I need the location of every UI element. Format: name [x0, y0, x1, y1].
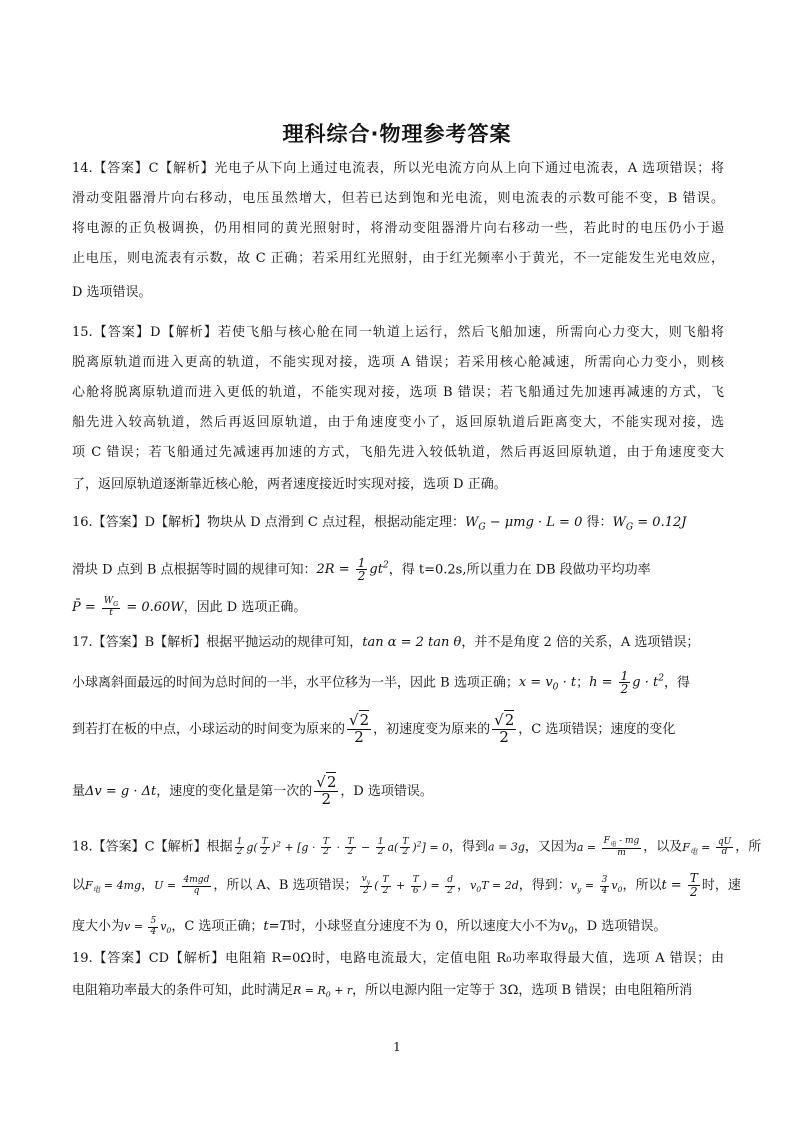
- q17-text-e: 到若打在板的中点，小球运动的时间变为原来的: [72, 722, 346, 737]
- q17-text-b: ，并不是角度 2 倍的关系，A 选项错误；: [461, 635, 700, 650]
- q18-eq-v: v = $\frac{5}{4}$ $v_0$: [124, 916, 172, 937]
- q18-line-1: [72, 826, 762, 862]
- q16-eq-power: P̄ = $\frac{W_G}{t}$ = 0.60W: [72, 595, 184, 618]
- q18-text-e: ，所: [735, 839, 762, 855]
- q17-line-4: [72, 770, 724, 814]
- q15-line-5: 项 C 错误；若飞船通过先减速再加速的方式，飞船先进入较低轨道，然后再返回原轨道，由于角速度变大: [72, 445, 724, 460]
- q17-eq-dv: Δv = g · Δt: [85, 784, 157, 799]
- q18-text-f: 以: [72, 878, 86, 893]
- q18-text-j: 时，速: [701, 878, 741, 893]
- q18-text-k: 度大小为: [72, 919, 125, 934]
- q14-line-2: 滑动变阻器滑片向右移动，电压虽然增大，但若已达到饱和光电流，则电流表的示数可能不变，B 错误。: [72, 191, 724, 206]
- q16-line-2: [72, 548, 724, 584]
- q17-text-j: ，D 选项错误。: [340, 784, 433, 799]
- q18-eq-u: U = $\frac{\text{4mgd}}{q}$: [154, 875, 210, 896]
- q18-text-i: ，所以: [622, 878, 662, 893]
- q17-eq-h: h = $\frac{1}{2}$ $g \cdot t^2$: [589, 668, 665, 697]
- q18-eq-t: t = $\frac{T}{2}$: [661, 871, 698, 899]
- q16-line-3: [72, 592, 724, 624]
- q16-text-e: ，因此 D 选项正确。: [183, 600, 307, 615]
- q18-eq-vy: $\frac{v_y}{2}$ ( $\frac{T}{2}$ + $\frac{T}{6}$ ) = $\frac{d}{2}$: [361, 874, 454, 897]
- q18-line-3: [72, 910, 724, 944]
- q15-line-2: 脱离原轨道而进入更高的轨道，不能实现对接，选项 A 错误；若采用核心舱减速，所需向心力变小，则核: [72, 355, 724, 370]
- q19-line-2: [72, 976, 724, 1006]
- q18-text-b: ，得到: [449, 839, 489, 855]
- q18-eq-v0: $v_0T = 2d$: [470, 879, 519, 895]
- q19-eq-r: $R = R_0 + r$: [293, 984, 353, 1000]
- q14-line-3: 将电源的正负极调换，仍用相同的黄光照射时，将滑动变阻器滑片向右移动一些，若此时的电压仍小于遏: [72, 221, 724, 236]
- q14-line-4: 止电压，则电流表有示数，故 C 正确；若采用红光照射，由于红光频率小于黄光，不一定能发生光电效应，: [72, 251, 724, 266]
- q18-text-d: ，以及: [643, 839, 683, 855]
- q18-line-2: 以$F_电 = 4mg$，U = $\frac{\text{4mgd}}{q}$ ，所以 A、B 选项错误； $\frac{v_y}{2}$ ( $\frac{T}{2}$ + $\frac{T}{6}$ ) = $\frac{d}{2}$ ，$v_0T = 2d$，得到：$v_y$ = $\frac{3}{4}$ $v_0$，所以t = $\frac{T}{2}$ 时，速: [72, 871, 741, 899]
- q18-eq-a: a = 3g: [488, 840, 525, 854]
- q17-text-h: 量: [72, 784, 86, 799]
- q18-text-l: ，C 选项正确；: [171, 919, 264, 934]
- q14-line-1: 14.【答案】C【解析】光电子从下向上通过电流表，所以光电流方向从上向下通过电流表，A 选项错误；将: [72, 161, 724, 176]
- q18-text-a: 18.【答案】C【解析】根据: [72, 839, 233, 855]
- q17-eq-x: $x = v_0 \cdot t$: [518, 675, 577, 693]
- q14-line-5: D 选项错误。: [72, 285, 152, 300]
- q18-text-g: ，所以 A、B 选项错误；: [213, 878, 358, 893]
- q16-text-b: 得：: [582, 515, 613, 530]
- q16-eq-energy: $W_G - \mu mg \cdot L = 0$: [465, 515, 583, 533]
- q18-text-o: ，D 选项错误。: [573, 919, 667, 934]
- q18-eq-a-def: a = $\frac{F_电 - mg}{m}$: [576, 835, 640, 859]
- page-number: 1: [393, 1040, 401, 1054]
- q18-eq-motion: $\frac{1}{2}$ g( $\frac{T}{2}$ )$^2$ + [g · $\frac{T}{2}$ · $\frac{T}{2}$ − $\frac{1}{2}$ a( $\frac{T}{2}$ )$^2$] = 0: [236, 836, 450, 858]
- page-title: 理科综合·物理参考答案: [282, 122, 512, 146]
- q17-eq-sqrt2-a: $\frac{√2}{2}$: [349, 711, 370, 746]
- q18-text-n: 时，小球竖直分速度不为 0，所以速度大小不为: [288, 919, 561, 934]
- q17-line-3: [72, 708, 724, 752]
- q18-text-c: ，又因为: [524, 839, 577, 855]
- q16-text-c: 滑块 D 点到 B 点根据等时圆的规律可知：: [72, 562, 317, 578]
- q19-line-1: 19.【答案】CD【解析】电阻箱 R=0Ω时，电路电流最大，定值电阻 R₀功率取得最大值，选项 A 错误；由: [72, 951, 724, 966]
- q17-text-c: 小球离斜面最远的时间为总时间的一半，水平位移为一半，因此 B 选项正确；: [72, 675, 519, 691]
- q17-line-2: 小球离斜面最远的时间为总时间的一半，水平位移为一半，因此 B 选项正确；$x = v_0 \cdot t$；h = $\frac{1}{2}$ $g \cdot t^2$，得: [72, 668, 691, 697]
- q17-text-a: 17.【答案】B【解析】根据平抛运动的规律可知，: [72, 635, 363, 650]
- q15-line-4: 船先进入较高轨道，然后再返回原轨道，由于角速度变小了，返回原轨道后距离变大，不能实现对接，选: [72, 415, 724, 430]
- q16-text-d: ，得 t=0.2s,所以重力在 DB 段做功平均功率: [388, 562, 651, 578]
- q17-eq-sqrt2-c: $\frac{√2}{2}$: [316, 773, 337, 808]
- q15-line-3: 心舱将脱离原轨道而进入更低的轨道，不能实现对接，选项 B 错误；若飞船通过先加速再减速的方式，飞: [72, 385, 724, 400]
- q18-text-m: t=T: [263, 919, 289, 934]
- q16-eq-work: $W_G = 0.12J$: [612, 515, 687, 533]
- q15-line-1: 15.【答案】D【解析】若使飞船与核心舱在同一轨道上运行，然后飞船加速，所需向心力变大，则飞船将: [72, 325, 724, 340]
- q19-text-a: 电阻箱功率最大的条件可知，此时满足: [72, 983, 294, 998]
- q17-text-g: ，C 选项错误；速度的变化: [518, 722, 676, 737]
- q16-eq-circle: 2R = $\frac{1}{2}$ $gt^2$: [316, 555, 389, 584]
- q18-eq-f-val: $F_电 = 4mg$: [85, 879, 142, 895]
- q16-line-1: [72, 508, 724, 538]
- q17-eq-tan: tan α = 2 tan θ: [362, 635, 462, 650]
- q16-text-a: 16.【答案】D【解析】物块从 D 点滑到 C 点过程，根据动能定理：: [72, 515, 465, 530]
- q17-text-d: ，得: [664, 675, 691, 691]
- q17-text-f: ，初速度变为原来的: [373, 722, 491, 737]
- q17-line-1: [72, 628, 724, 658]
- q19-text-b: ，所以电源内阻一定等于 3Ω，选项 B 错误；由电阻箱所消: [352, 983, 693, 998]
- q18-text-h: ，得到：: [518, 878, 571, 893]
- q18-eq-vy-val: $v_y$ = $\frac{3}{4}$ $v_0$: [570, 875, 623, 896]
- q17-text-i: ，速度的变化量是第一次的: [156, 784, 313, 799]
- q17-eq-sqrt2-b: $\frac{√2}{2}$: [494, 711, 515, 746]
- q18-eq-f: $F_电$ = $\frac{qU}{d}$: [682, 836, 732, 858]
- q15-line-6: 了，返回原轨道逐渐靠近核心舱，两者速度接近时实现对接，选项 D 正确。: [72, 477, 507, 492]
- q18-eq-v0-b: $v_0$: [560, 919, 574, 937]
